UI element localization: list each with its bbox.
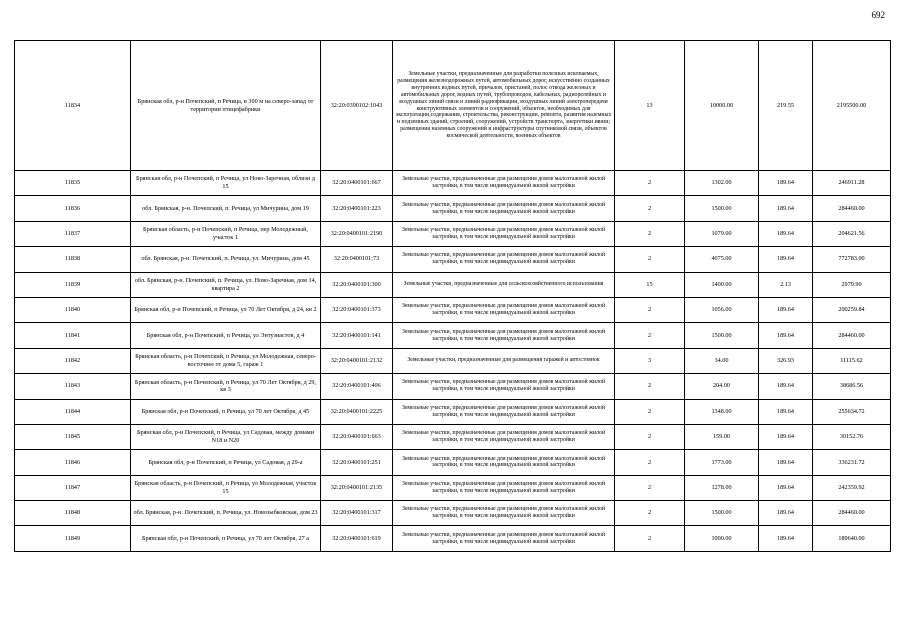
address-cell: Брянская обл, р-н Почепский, п Речица, ул Садовая, между домами N18 и N20 [131,424,321,449]
land-purpose-cell: Земельные участки, предназначенные для размещения домов малоэтажной жилой застройки, в том числе индивидуальной жилой застройки [393,323,615,348]
cadastral-number-cell: 32:20:0400101:2135 [321,475,393,500]
table-row [15,171,891,196]
cadastral-number-cell: 32:20:0390102:1043 [321,41,393,171]
rate-cell: 219.55 [759,41,813,171]
table-row [15,475,891,500]
cadastral-value-cell: 242359.92 [813,475,891,500]
area-cell: 1500.00 [685,323,759,348]
area-cell: 1302.00 [685,171,759,196]
area-cell: 1500.00 [685,501,759,526]
cadastral-value-cell: 11115.62 [813,348,891,373]
table-row [15,221,891,246]
table-row [15,297,891,322]
land-purpose-cell: Земельные участки, предназначенные для размещения домов малоэтажной жилой застройки, в том числе индивидуальной жилой застройки [393,501,615,526]
group-code-cell: 2 [615,450,685,475]
table-row [15,272,891,297]
cadastral-value-cell: 772783.00 [813,247,891,272]
group-code-cell: 2 [615,221,685,246]
table-row [15,424,891,449]
group-code-cell: 2 [615,196,685,221]
cadastral-value-cell: 246911.28 [813,171,891,196]
rate-cell: 189.64 [759,450,813,475]
group-code-cell: 2 [615,171,685,196]
area-cell: 1278.00 [685,475,759,500]
land-purpose-cell: Земельные участки, предназначенные для размещения домов малоэтажной жилой застройки, в том числе индивидуальной жилой застройки [393,475,615,500]
cadastral-number-cell: 32:20:0400101:2132 [321,348,393,373]
land-purpose-cell: Земельные участки, предназначенные для размещения домов малоэтажной жилой застройки, в том числе индивидуальной жилой застройки [393,450,615,475]
area-cell: 1000.00 [685,526,759,551]
address-cell: Брянская область, р-н Почепский, п Речица, ул 70 Лет Октября, д 29, кв 3 [131,374,321,399]
group-code-cell: 2 [615,297,685,322]
area-cell: 10000.00 [685,41,759,171]
cadastral-number-cell: 32:20:0400101:619 [321,526,393,551]
area-cell: 1773.00 [685,450,759,475]
cadastral-number-cell: 32:20:0400101:373 [321,297,393,322]
cadastral-number-cell: 32:20:0400101:2190 [321,221,393,246]
cadastral-registry-table [14,40,891,552]
address-cell: Брянская обл, р-н Почепский, п Речица, в 300 м на северо-запад от территории птицефабрики [131,41,321,171]
cadastral-value-cell: 2979.90 [813,272,891,297]
row-id-cell: 11847 [15,475,131,500]
cadastral-number-cell: 32:20:0400101:300 [321,272,393,297]
rate-cell: 189.64 [759,171,813,196]
table-row [15,399,891,424]
rate-cell: 189.64 [759,196,813,221]
table-row [15,450,891,475]
cadastral-number-cell: 32:20:0400101:2225 [321,399,393,424]
rate-cell: 189.64 [759,221,813,246]
cadastral-number-cell: 32:20:0400101:251 [321,450,393,475]
cadastral-value-cell: 30152.76 [813,424,891,449]
rate-cell: 189.64 [759,475,813,500]
rate-cell: 189.64 [759,424,813,449]
cadastral-value-cell: 255634.72 [813,399,891,424]
rate-cell: 189.64 [759,374,813,399]
group-code-cell: 2 [615,424,685,449]
table-row [15,323,891,348]
area-cell: 204.00 [685,374,759,399]
group-code-cell: 2 [615,247,685,272]
table-row [15,501,891,526]
area-cell: 4075.00 [685,247,759,272]
rate-cell: 189.64 [759,247,813,272]
group-code-cell: 2 [615,323,685,348]
row-id-cell: 11849 [15,526,131,551]
address-cell: Брянская обл, р-н Почепский, п Речица, ул Ново-Заречная, облизи д 15 [131,171,321,196]
cadastral-value-cell: 200259.84 [813,297,891,322]
cadastral-value-cell: 284460.00 [813,501,891,526]
land-purpose-cell: Земельные участки, предназначенные для размещения домов малоэтажной жилой застройки, в том числе индивидуальной жилой застройки [393,221,615,246]
area-cell: 1348.00 [685,399,759,424]
cadastral-value-cell: 189640.00 [813,526,891,551]
page-number: 692 [871,10,885,20]
address-cell: Брянская обл, р-н Почепский, п Речица, ул 70 Лет Октября, д 24, кв 2 [131,297,321,322]
address-cell: Брянская область, р-н Почепский, п Речица, ул Молодежная, участок 15 [131,475,321,500]
cadastral-number-cell: 32:20:0400101:406 [321,374,393,399]
area-cell: 1056.00 [685,297,759,322]
address-cell: Брянская обл, р-н Почепский, п Речица, ул Энтузиастов, д 4 [131,323,321,348]
row-id-cell: 11840 [15,297,131,322]
area-cell: 1079.00 [685,221,759,246]
area-cell: 159.00 [685,424,759,449]
row-id-cell: 11845 [15,424,131,449]
cadastral-number-cell: 32:20:0400101:667 [321,171,393,196]
row-id-cell: 11836 [15,196,131,221]
group-code-cell: 2 [615,399,685,424]
address-cell: Брянская обл, р-н Почепский, п Речица, ул 70 лет Октября, 27 а [131,526,321,551]
table-row [15,41,891,171]
land-purpose-cell: Земельные участки, предназначенные для размещения домов малоэтажной жилой застройки, в том числе индивидуальной жилой застройки [393,526,615,551]
land-purpose-cell: Земельные участки, предназначенные для размещения домов малоэтажной жилой застройки, в том числе индивидуальной жилой застройки [393,196,615,221]
table-row [15,196,891,221]
address-cell: обл. Брянская, р-н. Почепский, п. Речица, ул. Ново-Заречная, дом 14, квартира 2 [131,272,321,297]
row-id-cell: 11846 [15,450,131,475]
cadastral-number-cell: 32:20:0400101:73 [321,247,393,272]
cadastral-number-cell: 32:20:0400101:663 [321,424,393,449]
rate-cell: 326.93 [759,348,813,373]
rate-cell: 189.64 [759,501,813,526]
group-code-cell: 2 [615,526,685,551]
group-code-cell: 2 [615,374,685,399]
land-purpose-cell: Земельные участки, предназначенные для размещения домов малоэтажной жилой застройки, в том числе индивидуальной жилой застройки [393,297,615,322]
rate-cell: 189.64 [759,297,813,322]
cadastral-value-cell: 284460.00 [813,196,891,221]
rate-cell: 189.64 [759,526,813,551]
land-purpose-cell: Земельные участки, предназначенные для размещения домов малоэтажной жилой застройки, в том числе индивидуальной жилой застройки [393,424,615,449]
group-code-cell: 2 [615,475,685,500]
cadastral-number-cell: 32:20:0400101:317 [321,501,393,526]
row-id-cell: 11838 [15,247,131,272]
address-cell: обл. Брянская, р-н. Почепский, п. Речица, ул. Новозыбковская, дом 23 [131,501,321,526]
area-cell: 1400.00 [685,272,759,297]
rate-cell: 2.13 [759,272,813,297]
table-row [15,526,891,551]
address-cell: Брянская область, р-н Почепский, п Речица, пер Молодежный, участок 1 [131,221,321,246]
land-purpose-cell: Земельные участки, предназначенные для разработки полезных ископаемых, размещения железнодорожных путей, автомобильных дорог, искусственно созданных внутренних водных путей, причалов, пристаней, полос отвода железных и автомобильных дорог, водных путей, трубопроводов, кабельных, радиорелейных и воздушных линий связи и линий радиофикации, воздушных линий электропередачи конструктивных элементов и сооружений, объектов, необходимых для эксплуатации,содержания, строительства, реконструкции, ремонта, развития наземных и подземных зданий, строений, сооружений, устройств транспорта, энергетики ивязи; размещения наземных сооружений и инфраструктуры спутниковой связи, объектов космической деятельности, военных объектов [393,41,615,171]
land-purpose-cell: Земельные участки, предназначенные для размещения домов малоэтажной жилой застройки, в том числе индивидуальной жилой застройки [393,247,615,272]
address-cell: Брянская обл, р-н Почепский, п Речица, ул Садовая, д 29-а [131,450,321,475]
address-cell: обл. Брянская, р-н. Почепский, п. Речица, ул Мичурина, дом 19 [131,196,321,221]
area-cell: 1500.00 [685,196,759,221]
cadastral-number-cell: 32:20:0400101:223 [321,196,393,221]
rate-cell: 189.64 [759,399,813,424]
cadastral-number-cell: 32:20:0400101:141 [321,323,393,348]
table-body [15,41,891,552]
land-purpose-cell: Земельные участки, предназначенные для сельскохозяйственного использования [393,272,615,297]
area-cell: 34.00 [685,348,759,373]
row-id-cell: 11841 [15,323,131,348]
row-id-cell: 11834 [15,41,131,171]
land-purpose-cell: Земельные участки, предназначенные для размещения домов малоэтажной жилой застройки, в том числе индивидуальной жилой застройки [393,171,615,196]
group-code-cell: 3 [615,348,685,373]
rate-cell: 189.64 [759,323,813,348]
address-cell: Брянская область, р-н Почепский, п Речица, ул Молодежная, северо-восточнее от дома 5, гараж 1 [131,348,321,373]
address-cell: Брянская обл, р-н Почепский, п Речица, ул 70 лет Октября, д 45 [131,399,321,424]
land-purpose-cell: Земельные участки, предназначенные для размещения домов малоэтажной жилой застройки, в том числе индивидуальной жилой застройки [393,374,615,399]
cadastral-value-cell: 38686.56 [813,374,891,399]
cadastral-value-cell: 2195500.00 [813,41,891,171]
table-row [15,374,891,399]
table-row [15,348,891,373]
row-id-cell: 11843 [15,374,131,399]
group-code-cell: 15 [615,272,685,297]
cadastral-value-cell: 204621.56 [813,221,891,246]
table-row [15,247,891,272]
group-code-cell: 13 [615,41,685,171]
cadastral-value-cell: 336231.72 [813,450,891,475]
row-id-cell: 11848 [15,501,131,526]
row-id-cell: 11835 [15,171,131,196]
cadastral-value-cell: 284460.00 [813,323,891,348]
row-id-cell: 11844 [15,399,131,424]
row-id-cell: 11842 [15,348,131,373]
land-purpose-cell: Земельные участки, предназначенные для размещения домов малоэтажной жилой застройки, в том числе индивидуальной жилой застройки [393,399,615,424]
row-id-cell: 11837 [15,221,131,246]
land-purpose-cell: Земельные участки, предназначенные для размещения гаражей и автостоянок [393,348,615,373]
row-id-cell: 11839 [15,272,131,297]
group-code-cell: 2 [615,501,685,526]
address-cell: обл. Брянская, р-н. Почепский, п. Речица, ул. Мичурина, дом 45 [131,247,321,272]
